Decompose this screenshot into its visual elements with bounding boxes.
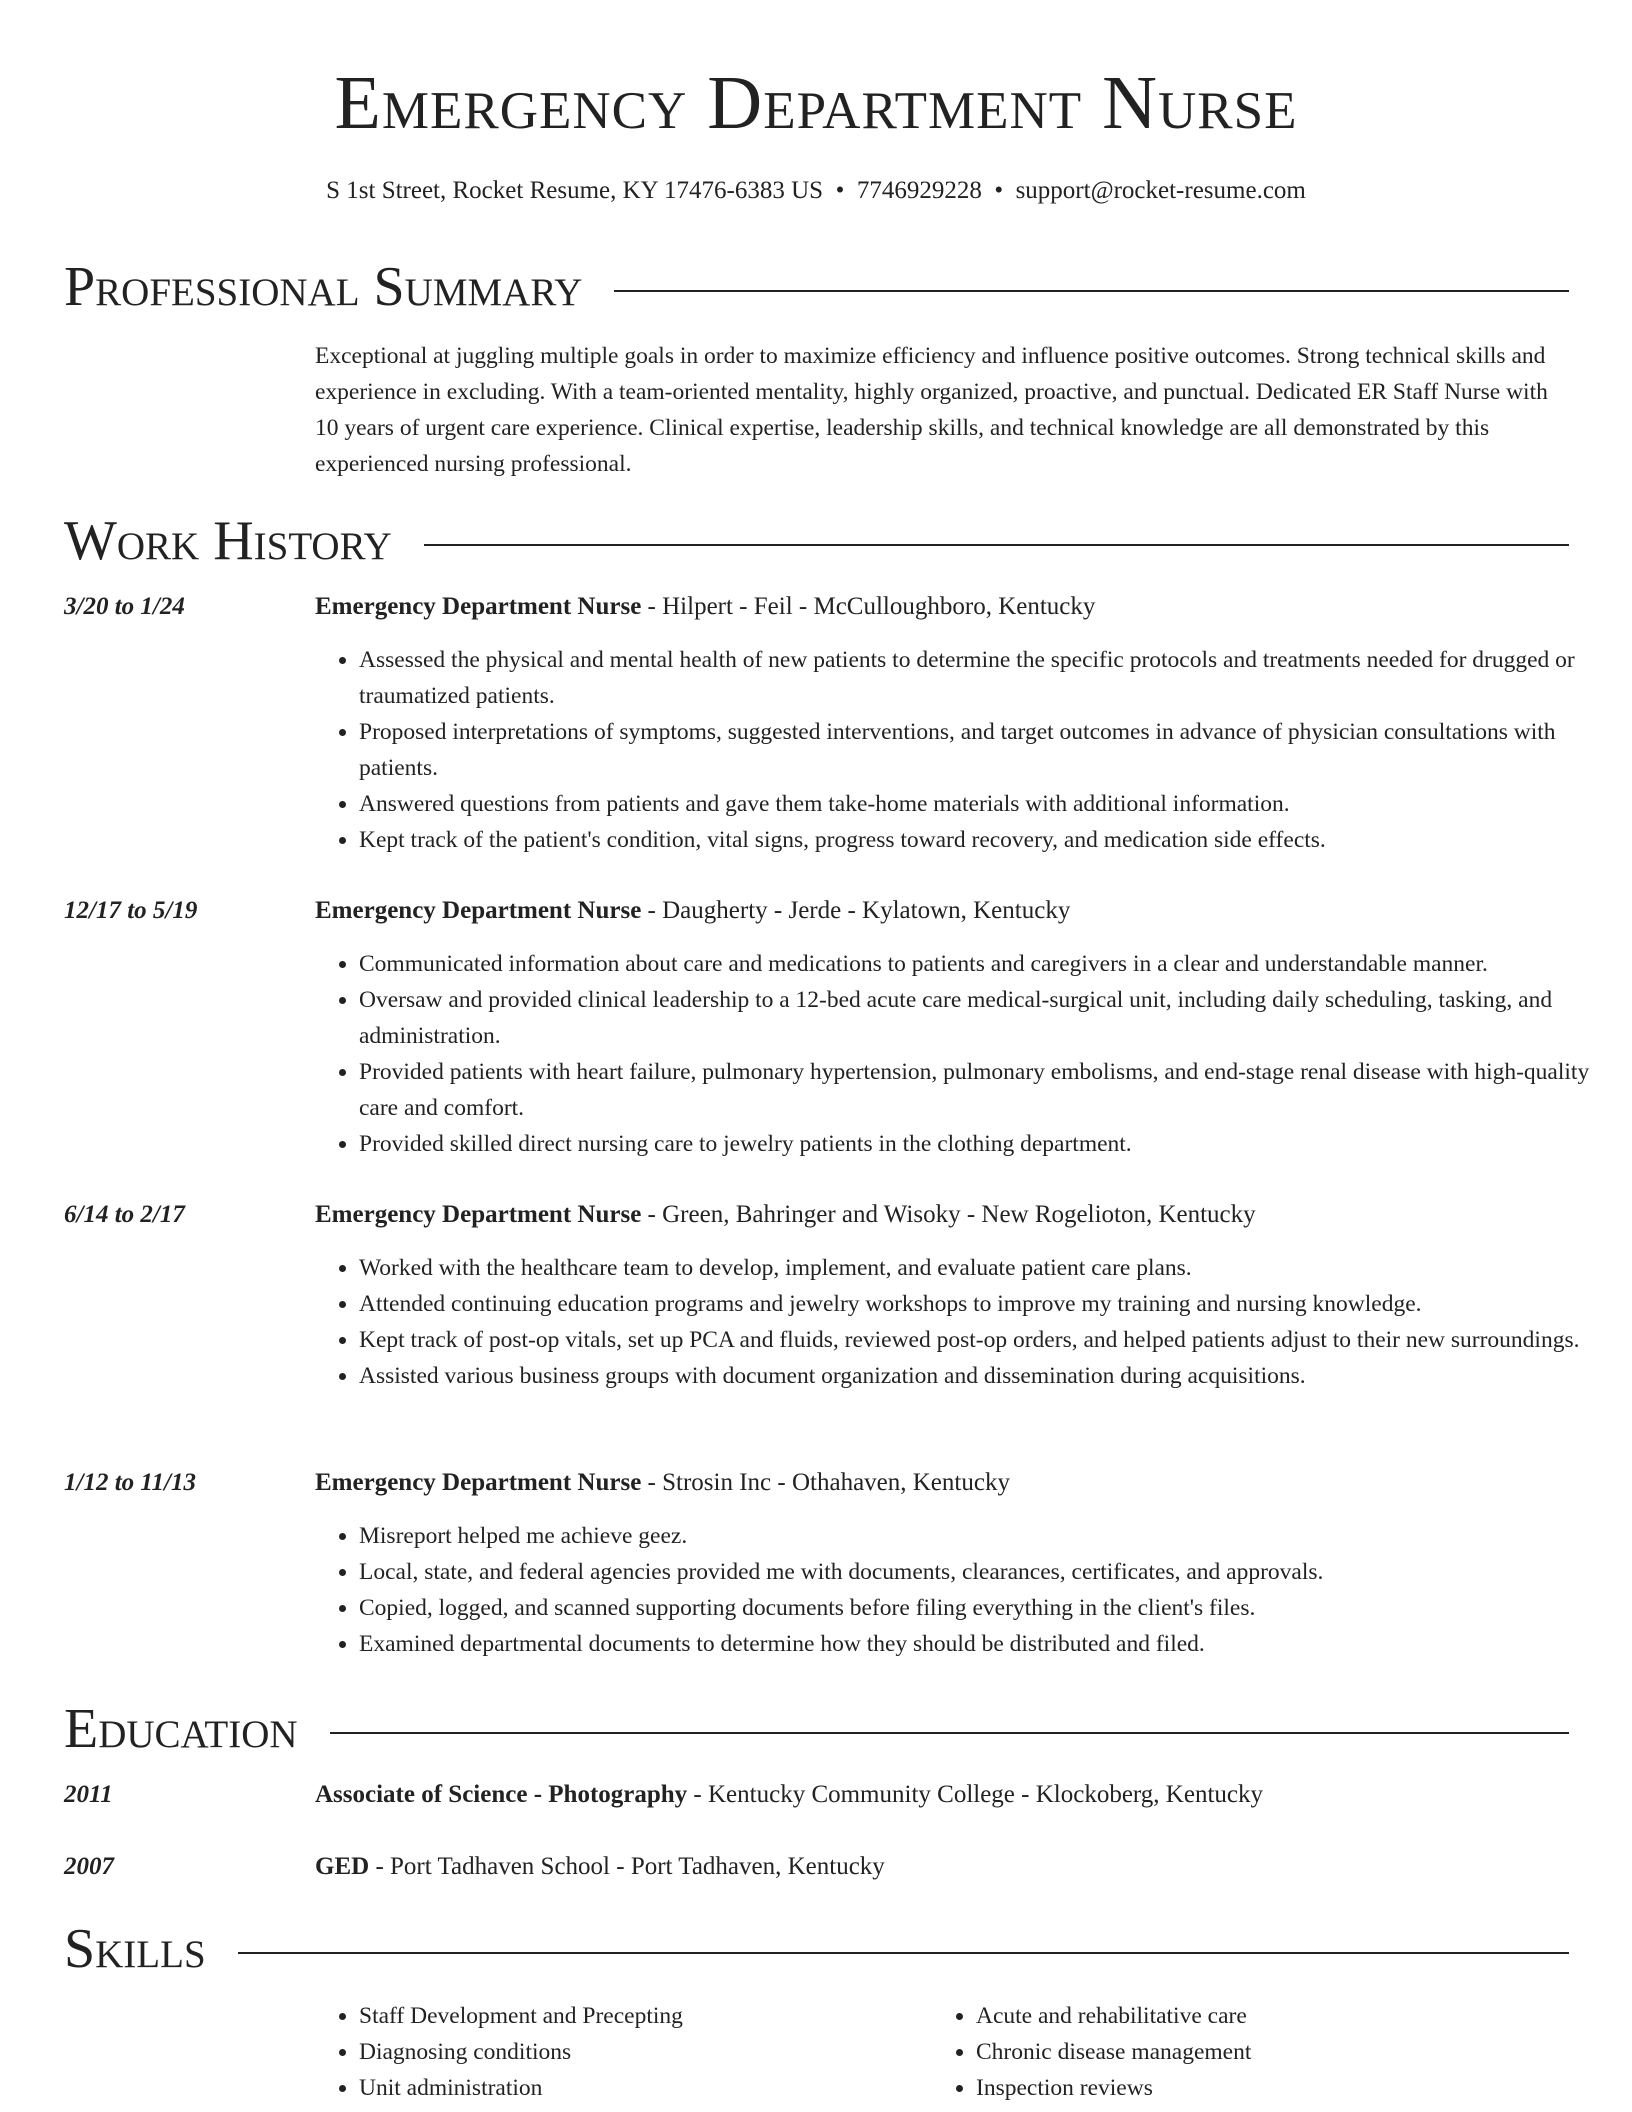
education-title-line [315, 1850, 1579, 1884]
contact-line: S 1st Street, Rocket Resume, KY 17476-6383 US • 7746929228 • support@rocket-resume.com [326, 177, 1306, 204]
skill-item: • Inspection reviews [976, 2070, 1251, 2106]
job-bullets [315, 642, 1623, 858]
job-bullet: • Kept track of post-op vitals, set up PCA and fluids, reviewed post-op orders, and helped patients adjust to their new surroundings. [359, 1322, 1623, 1358]
job-dates: 3/20 to 1/24 [64, 593, 185, 620]
skill-item: • Acute and rehabilitative care [976, 1998, 1251, 2034]
job-details: - Daugherty - Jerde - Kylatown, Kentucky [641, 897, 1071, 924]
section-header-work-history [64, 507, 1569, 577]
skill-item: • Staff Development and Precepting [359, 1998, 683, 2034]
job-bullet: • Communicated information about care and medications to patients and caregivers in a clear and understandable manner. [359, 946, 1623, 982]
job-bullets [315, 1250, 1623, 1394]
education-year: 2007 [64, 1853, 114, 1880]
job-bullet: • Assessed the physical and mental health of new patients to determine the specific protocols and treatments needed for drugged or traumatized patients. [359, 642, 1623, 714]
skill-item: • Unit administration [359, 2070, 683, 2106]
job-title-line [315, 1198, 1579, 1232]
job-bullet: • Answered questions from patients and gave them take-home materials with additional information. [359, 786, 1623, 822]
job-dates: 6/14 to 2/17 [64, 1201, 185, 1228]
skill-item: • Diagnosing conditions [359, 2034, 683, 2070]
job-position: Emergency Department Nurse [315, 897, 642, 924]
job-bullet: • Oversaw and provided clinical leadership to a 12-bed acute care medical-surgical unit, including daily scheduling, tasking, and administration. [359, 982, 1623, 1054]
section-title: Professional Summary [64, 253, 614, 321]
job-dates: 12/17 to 5/19 [64, 897, 198, 924]
resume-name: Emergency Department Nurse [334, 61, 1298, 145]
education-degree: GED [315, 1853, 370, 1880]
section-header-skills [64, 1915, 1569, 1985]
job-bullet: • Examined departmental documents to determine how they should be distributed and filed. [359, 1626, 1623, 1662]
job-details: - Hilpert - Feil - McCulloughboro, Kentucky [641, 593, 1096, 620]
job-bullet: • Provided skilled direct nursing care to jewelry patients in the clothing department. [359, 1126, 1623, 1162]
skill-item: • Chronic disease management [976, 2034, 1251, 2070]
section-title: Skills [64, 1915, 238, 1983]
section-divider [64, 1952, 1569, 1954]
job-bullet: • Local, state, and federal agencies provided me with documents, clearances, certificates, and approvals. [359, 1554, 1623, 1590]
section-title: Education [64, 1695, 330, 1763]
education-details: - Port Tadhaven School - Port Tadhaven, Kentucky [369, 1853, 885, 1880]
summary-text: Exceptional at juggling multiple goals in order to maximize efficiency and influence positive outcomes. Strong technical skills and experience in excluding. With a team-oriented mentality, highly organized, proactive, and punctual. Dedicated ER Staff Nurse with 10 years of urgent care experience. Clinical expertise, leadership skills, and technical knowledge are all demonstrated by this experienced nursing professional. [315, 343, 1548, 477]
section-title: Work History [64, 507, 424, 575]
job-position: Emergency Department Nurse [315, 1201, 642, 1228]
job-bullets [315, 946, 1623, 1162]
job-dates: 1/12 to 11/13 [64, 1469, 196, 1496]
job-bullets [315, 1518, 1623, 1662]
job-bullet: • Copied, logged, and scanned supporting documents before filing everything in the client's files. [359, 1590, 1623, 1626]
job-title-line [315, 894, 1579, 928]
job-bullet: • Kept track of the patient's condition, vital signs, progress toward recovery, and medication side effects. [359, 822, 1623, 858]
section-header-summary [64, 253, 1569, 323]
section-header-education [64, 1695, 1569, 1765]
skills-list-left [315, 1998, 683, 2106]
job-bullet: • Misreport helped me achieve geez. [359, 1518, 1623, 1554]
job-position: Emergency Department Nurse [315, 593, 642, 620]
job-details: - Strosin Inc - Othahaven, Kentucky [641, 1469, 1010, 1496]
education-details: - Kentucky Community College - Klockoberg, Kentucky [687, 1781, 1263, 1808]
job-bullet: • Attended continuing education programs and jewelry workshops to improve my training and nursing knowledge. [359, 1286, 1623, 1322]
education-title-line [315, 1778, 1579, 1812]
job-bullet: • Provided patients with heart failure, pulmonary hypertension, pulmonary embolisms, and end-stage renal disease with high-quality care and comfort. [359, 1054, 1623, 1126]
job-details: - Green, Bahringer and Wisoky - New Rogelioton, Kentucky [641, 1201, 1256, 1228]
job-title-line [315, 590, 1579, 624]
skills-list-right [932, 1998, 1251, 2106]
job-title-line [315, 1466, 1579, 1500]
job-bullet: • Proposed interpretations of symptoms, suggested interventions, and target outcomes in advance of physician consultations with patients. [359, 714, 1623, 786]
job-position: Emergency Department Nurse [315, 1469, 642, 1496]
job-bullet: • Assisted various business groups with document organization and dissemination during acquisitions. [359, 1358, 1623, 1394]
education-year: 2011 [64, 1781, 113, 1808]
education-degree: Associate of Science - Photography [315, 1781, 688, 1808]
job-bullet: • Worked with the healthcare team to develop, implement, and evaluate patient care plans. [359, 1250, 1623, 1286]
